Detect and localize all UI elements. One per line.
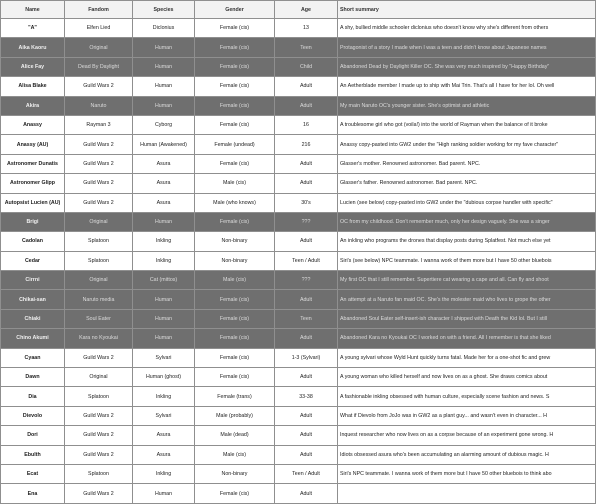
cell-gender[interactable]: Non-binary <box>195 232 275 251</box>
cell-name[interactable]: Anassy (AU) <box>1 135 65 154</box>
cell-gender[interactable]: Female (cis) <box>195 368 275 387</box>
table-row <box>1 96 596 115</box>
table-row <box>1 445 596 464</box>
cell-gender[interactable]: Female (cis) <box>195 309 275 328</box>
cell-gender[interactable]: Female (cis) <box>195 348 275 367</box>
cell-name[interactable]: Dia <box>1 387 65 406</box>
cell-species[interactable]: Human <box>133 57 195 76</box>
cell-name[interactable]: Ena <box>1 484 65 503</box>
cell-fandom[interactable]: Splatoon <box>65 251 133 270</box>
table-row <box>1 251 596 270</box>
cell-age[interactable]: 1-3 (Sylvari) <box>275 348 338 367</box>
table-row <box>1 348 596 367</box>
cell-summary[interactable]: A shy, bullied middle schooler diclonius who doesn't know why she's different from others <box>338 19 596 38</box>
cell-fandom[interactable]: Splatoon <box>65 232 133 251</box>
cell-species[interactable]: Human <box>133 309 195 328</box>
cell-name[interactable]: Cyaan <box>1 348 65 367</box>
cell-name[interactable]: Chino Akumi <box>1 329 65 348</box>
cell-summary[interactable]: Lucien (see below) copy-pasted into GW2 under the "dubious corpse handler with specific" <box>338 193 596 212</box>
cell-summary[interactable]: Protagonist of a story I made when I was a teen and didn't know about Japanese names <box>338 38 596 57</box>
cell-gender[interactable]: Female (undead) <box>195 135 275 154</box>
cell-species[interactable]: Human <box>133 212 195 231</box>
cell-gender[interactable]: Female (cis) <box>195 57 275 76</box>
cell-species[interactable]: Inkling <box>133 251 195 270</box>
cell-age[interactable]: Teen <box>275 309 338 328</box>
cell-fandom[interactable]: Splatoon <box>65 387 133 406</box>
cell-age[interactable]: 216 <box>275 135 338 154</box>
cell-gender[interactable]: Male (cis) <box>195 271 275 290</box>
cell-gender[interactable]: Male (cis) <box>195 445 275 464</box>
cell-fandom[interactable]: Soul Eater <box>65 309 133 328</box>
cell-name[interactable]: Astronomer Dunatis <box>1 154 65 173</box>
cell-name[interactable]: Akira <box>1 96 65 115</box>
cell-name[interactable]: Anassy <box>1 115 65 134</box>
cell-summary[interactable]: Glasser's father. Renowned astronomer. Bad parent. NPC. <box>338 174 596 193</box>
cell-fandom[interactable]: Guild Wars 2 <box>65 484 133 503</box>
cell-name[interactable]: Astronomer Glipp <box>1 174 65 193</box>
cell-gender[interactable]: Male (who knows) <box>195 193 275 212</box>
table-row <box>1 426 596 445</box>
cell-fandom[interactable]: Rayman 3 <box>65 115 133 134</box>
cell-age[interactable]: Adult <box>275 174 338 193</box>
cell-summary[interactable]: Inquest researcher who now lives on as a corpse because of an experiment gone wrong. H <box>338 426 596 445</box>
cell-gender[interactable]: Female (cis) <box>195 329 275 348</box>
table-row <box>1 193 596 212</box>
cell-gender[interactable]: Non-binary <box>195 464 275 483</box>
cell-species[interactable]: Human <box>133 96 195 115</box>
cell-species[interactable]: Sylvari <box>133 406 195 425</box>
cell-name[interactable]: Dievolo <box>1 406 65 425</box>
cell-age[interactable]: ??? <box>275 212 338 231</box>
cell-fandom[interactable]: Naruto media <box>65 290 133 309</box>
cell-species[interactable]: Human <box>133 290 195 309</box>
cell-age[interactable]: Adult <box>275 232 338 251</box>
cell-gender[interactable]: Male (probably) <box>195 406 275 425</box>
cell-summary[interactable]: My main Naruto OC's younger sister. She's optimist and athletic <box>338 96 596 115</box>
cell-species[interactable]: Inkling <box>133 232 195 251</box>
cell-age[interactable]: Adult <box>275 329 338 348</box>
cell-name[interactable]: Cadolan <box>1 232 65 251</box>
cell-name[interactable]: Alisa Blake <box>1 77 65 96</box>
cell-age[interactable]: Adult <box>275 77 338 96</box>
cell-fandom[interactable]: Guild Wars 2 <box>65 445 133 464</box>
table-row <box>1 406 596 425</box>
cell-summary[interactable]: My first OC that I still remember. Supertiere cat wearing a cape and all. Can fly and shoot <box>338 271 596 290</box>
cell-name[interactable]: Chikai-san <box>1 290 65 309</box>
cell-fandom[interactable]: Splatoon <box>65 464 133 483</box>
cell-species[interactable]: Human (Awakened) <box>133 135 195 154</box>
cell-species[interactable]: Inkling <box>133 464 195 483</box>
table-row <box>1 135 596 154</box>
cell-name[interactable]: Chiaki <box>1 309 65 328</box>
cell-age[interactable]: Adult <box>275 426 338 445</box>
cell-gender[interactable]: Female (cis) <box>195 154 275 173</box>
cell-gender[interactable]: Female (cis) <box>195 290 275 309</box>
cell-age[interactable]: Adult <box>275 368 338 387</box>
cell-summary[interactable]: Abandoned Kara no Kyoukai OC I worked on with a friend. All I remember is that she liked <box>338 329 596 348</box>
cell-age[interactable]: Teen / Adult <box>275 464 338 483</box>
cell-name[interactable]: Ebulth <box>1 445 65 464</box>
header-row <box>1 1 596 19</box>
cell-summary[interactable]: An attempt at a Naruto fan maid OC. She's the molester maid who lives to grope the other <box>338 290 596 309</box>
cell-gender[interactable]: Female (cis) <box>195 115 275 134</box>
cell-fandom[interactable]: Guild Wars 2 <box>65 174 133 193</box>
cell-summary[interactable]: What if Dievolo from JoJo was in GW2 as a plant guy... and wasn't even in character... H <box>338 406 596 425</box>
cell-gender[interactable]: Female (cis) <box>195 38 275 57</box>
cell-name[interactable]: Ecat <box>1 464 65 483</box>
table-row <box>1 309 596 328</box>
cell-gender[interactable]: Female (cis) <box>195 212 275 231</box>
cell-species[interactable]: Human <box>133 484 195 503</box>
cell-age[interactable]: Teen / Adult <box>275 251 338 270</box>
table-row <box>1 77 596 96</box>
table-row <box>1 174 596 193</box>
table-row <box>1 232 596 251</box>
cell-gender[interactable]: Non-binary <box>195 251 275 270</box>
cell-fandom[interactable]: Guild Wars 2 <box>65 77 133 96</box>
table-row <box>1 464 596 483</box>
cell-name[interactable]: Aika Kaoru <box>1 38 65 57</box>
cell-age[interactable]: Adult <box>275 406 338 425</box>
cell-fandom[interactable]: Original <box>65 38 133 57</box>
cell-gender[interactable]: Female (cis) <box>195 96 275 115</box>
cell-name[interactable]: Cedar <box>1 251 65 270</box>
table-row <box>1 329 596 348</box>
table-row <box>1 387 596 406</box>
cell-summary[interactable]: OC from my childhood. Don't remember much, only her design vaguely. She was a singer <box>338 212 596 231</box>
table-row <box>1 57 596 76</box>
cell-species[interactable]: Diclonius <box>133 19 195 38</box>
cell-species[interactable]: Human (ghost) <box>133 368 195 387</box>
cell-summary[interactable]: Anassy copy-pasted into GW2 under the "High ranking soldier working for my fave character" <box>338 135 596 154</box>
cell-name[interactable]: "A" <box>1 19 65 38</box>
cell-species[interactable]: Asura <box>133 426 195 445</box>
cell-age[interactable]: Adult <box>275 154 338 173</box>
cell-species[interactable]: Human <box>133 329 195 348</box>
cell-species[interactable]: Inkling <box>133 387 195 406</box>
cell-gender[interactable]: Female (cis) <box>195 77 275 96</box>
cell-species[interactable]: Sylvari <box>133 348 195 367</box>
table-row <box>1 271 596 290</box>
cell-age[interactable]: Adult <box>275 484 338 503</box>
cell-summary[interactable]: An inkling who programs the drones that display posts during Splatfest. Not much else yet <box>338 232 596 251</box>
cell-gender[interactable]: Female (cis) <box>195 484 275 503</box>
table-row <box>1 19 596 38</box>
table-row <box>1 368 596 387</box>
cell-summary[interactable]: Abandoned Dead by Daylight Killer OC. She was very much inspired by "Happy Birthday" <box>338 57 596 76</box>
header-summary[interactable]: Short summary <box>338 1 596 19</box>
header-fandom[interactable]: Fandom <box>65 1 133 19</box>
cell-fandom[interactable]: Original <box>65 212 133 231</box>
cell-species[interactable]: Cyborg <box>133 115 195 134</box>
header-age[interactable]: Age <box>275 1 338 19</box>
table-body <box>1 19 596 504</box>
cell-name[interactable]: Alice Fay <box>1 57 65 76</box>
table-row <box>1 212 596 231</box>
cell-summary[interactable]: Siri's (see below) NPC teammate. I wanna work of them more but I have 50 other bluebois <box>338 251 596 270</box>
table-row <box>1 154 596 173</box>
cell-fandom[interactable]: Guild Wars 2 <box>65 193 133 212</box>
cell-species[interactable]: Asura <box>133 174 195 193</box>
cell-fandom[interactable]: Guild Wars 2 <box>65 406 133 425</box>
cell-summary[interactable]: Abandoned Soul Eater self-insert-ish character I shipped with Death the Kid lol. But I still <box>338 309 596 328</box>
cell-name[interactable]: Brigi <box>1 212 65 231</box>
cell-age[interactable]: ??? <box>275 271 338 290</box>
header-gender[interactable]: Gender <box>195 1 275 19</box>
cell-fandom[interactable]: Original <box>65 271 133 290</box>
cell-name[interactable]: Cirrni <box>1 271 65 290</box>
cell-species[interactable]: Cat (mittos) <box>133 271 195 290</box>
cell-gender[interactable]: Female (cis) <box>195 19 275 38</box>
cell-gender[interactable]: Male (cis) <box>195 174 275 193</box>
cell-summary[interactable]: A troublesome girl who got (voila!) into the world of Rayman when the balance of it broke <box>338 115 596 134</box>
cell-summary[interactable]: Idiots obsessed asura who's been accumulating an alarming amount of dubious magic. H <box>338 445 596 464</box>
cell-name[interactable]: Autopsist Lucien (AU) <box>1 193 65 212</box>
cell-name[interactable]: Dori <box>1 426 65 445</box>
cell-fandom[interactable]: Dead By Daylight <box>65 57 133 76</box>
cell-age[interactable]: Adult <box>275 96 338 115</box>
cell-name[interactable]: Dawn <box>1 368 65 387</box>
header-species[interactable]: Species <box>133 1 195 19</box>
cell-age[interactable]: Teen <box>275 38 338 57</box>
cell-fandom[interactable]: Naruto <box>65 96 133 115</box>
cell-fandom[interactable]: Original <box>65 368 133 387</box>
cell-species[interactable]: Human <box>133 38 195 57</box>
cell-age[interactable]: Child <box>275 57 338 76</box>
cell-gender[interactable]: Male (dead) <box>195 426 275 445</box>
cell-summary[interactable]: A young sylvari whose Wyld Hunt quickly turns fatal. Made her for a one-shot fic and grew <box>338 348 596 367</box>
cell-species[interactable]: Human <box>133 77 195 96</box>
cell-fandom[interactable]: Kara no Kyoukai <box>65 329 133 348</box>
cell-age[interactable]: 13 <box>275 19 338 38</box>
cell-summary[interactable]: Siri's NPC teammate. I wanna work of them more but I have 50 other bluebois to think abo <box>338 464 596 483</box>
cell-fandom[interactable]: Guild Wars 2 <box>65 426 133 445</box>
header-name[interactable]: Name <box>1 1 65 19</box>
cell-fandom[interactable]: Guild Wars 2 <box>65 154 133 173</box>
cell-species[interactable]: Asura <box>133 154 195 173</box>
cell-age[interactable]: Adult <box>275 290 338 309</box>
table-row <box>1 38 596 57</box>
cell-summary[interactable]: Glasser's mother. Renowned astronomer. Bad parent. NPC. <box>338 154 596 173</box>
cell-summary[interactable]: A fashionable inkling obsessed with human culture, especially scene fashion and news. S <box>338 387 596 406</box>
cell-summary[interactable]: A young woman who killed herself and now lives on as a ghost. She draws comics about <box>338 368 596 387</box>
cell-species[interactable]: Asura <box>133 193 195 212</box>
table-row <box>1 484 596 503</box>
table-row <box>1 115 596 134</box>
cell-fandom[interactable]: Guild Wars 2 <box>65 135 133 154</box>
cell-age[interactable]: 30's <box>275 193 338 212</box>
cell-fandom[interactable]: Guild Wars 2 <box>65 348 133 367</box>
cell-summary[interactable]: An Aetherblade member I made up to ship with Mai Trin. That's all I have for her lol. Oh well <box>338 77 596 96</box>
cell-age[interactable]: 33-38 <box>275 387 338 406</box>
cell-age[interactable]: 16 <box>275 115 338 134</box>
cell-fandom[interactable]: Elfen Lied <box>65 19 133 38</box>
cell-age[interactable]: Adult <box>275 445 338 464</box>
cell-species[interactable]: Asura <box>133 445 195 464</box>
cell-gender[interactable]: Female (trans) <box>195 387 275 406</box>
table-row <box>1 290 596 309</box>
cell-summary[interactable] <box>338 484 596 503</box>
